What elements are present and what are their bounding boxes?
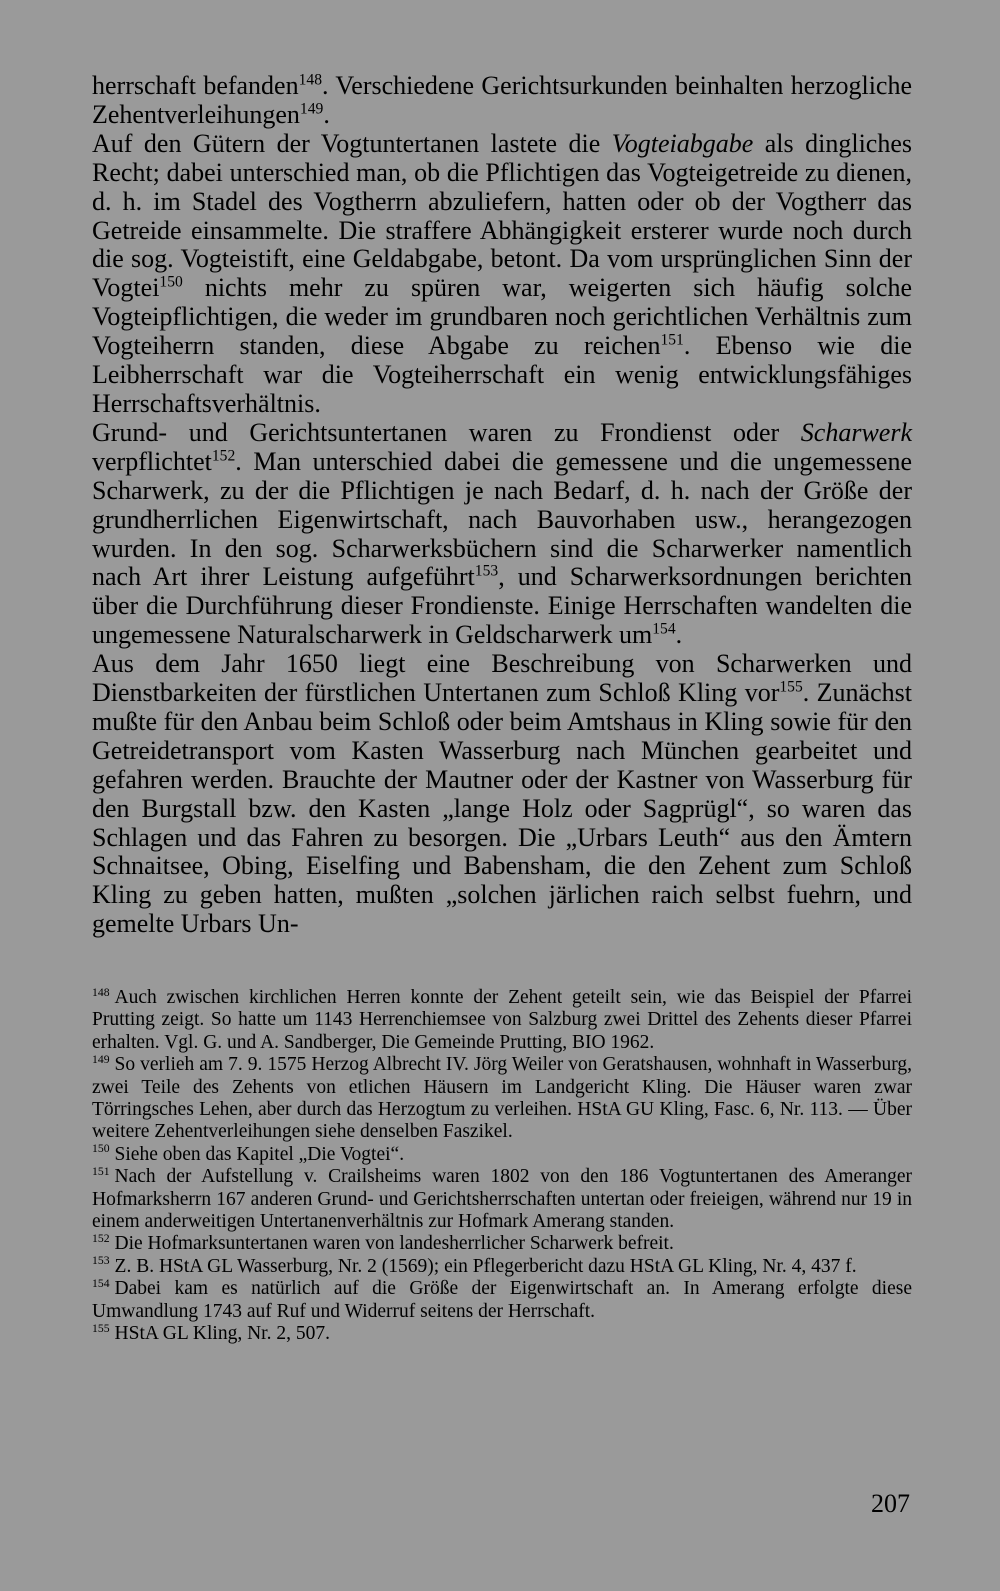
footnote-number: 154: [92, 1276, 110, 1290]
footnote-number: 152: [92, 1231, 110, 1245]
footnote-text: So verlieh am 7. 9. 1575 Herzog Albrecht IV. Jörg Weiler von Geratshausen, wohnhaft in Wasserburg, zwei Teile des Zehents von etlichen Häusern im Landgericht Kling. Die Häuser waren zwar Törringsches Lehen, aber durch das Herzogtum zu verleihen. HStA GU Kling, Fasc. 6, Nr. 113. — Über weitere Zehentverleihungen siehe denselben Faszikel.: [92, 1054, 912, 1143]
text-run: . Ebenso wie die Leibherrschaft war die Vogteiherrschaft ein wenig entwicklungsfähiges Herrschaftsverhältnis.: [92, 331, 913, 418]
footnote-reference: 151: [660, 331, 684, 349]
body-paragraph: [92, 130, 912, 419]
footnote-reference: 150: [159, 273, 183, 291]
footnote-text: Siehe oben das Kapitel „Die Vogtei“.: [114, 1143, 405, 1165]
text-run: . Man unterschied dabei die gemessene und die ungemessene Scharwerk, zu der die Pflichtigen je nach Bedarf, d. h. nach der Größe der grundherrlichen Eigenwirtschaft, nach Bauvorhaben usw., herangezogen wurden. In den sog. Scharwerksbüchern sind die Scharwerker namentlich nach Art ihrer Leistung aufgeführt: [92, 446, 912, 592]
footnote-number: 149: [92, 1052, 110, 1066]
footnote: [92, 1166, 912, 1233]
text-run: Aus dem Jahr 1650 liegt eine Beschreibung von Scharwerken und Dienstbarkeiten der fürstlichen Untertanen zum Schloß Kling vor: [92, 649, 912, 708]
footnote-text: Die Hofmarksuntertanen waren von landesherrlicher Scharwerk befreit.: [114, 1233, 674, 1255]
footnote-number: 155: [92, 1321, 110, 1335]
text-run: .: [323, 99, 330, 129]
footnote-text: Auch zwischen kirchlichen Herren konnte der Zehent geteilt sein, wie das Beispiel der Pfarrei Prutting zeigt. So hatte um 1143 Herrenchiemsee von Salzburg zwei Drittel des Zehents dieser Pfarrei erhalten. Vgl. G. und A. Sandberger, Die Gemeinde Prutting, BIO 1962.: [92, 987, 912, 1053]
footnote: [92, 987, 912, 1054]
text-run: Auf den Gütern der Vogtuntertanen lastete die: [92, 128, 612, 158]
text-run: nichts mehr zu spüren war, weigerten sich häufig solche Vogteipflichtigen, die weder im grundbaren noch gerichtlichen Verhältnis zum Vogteiherrn standen, diese Abgabe zu reichen: [92, 273, 912, 361]
text-run: . Verschiedene Gerichtsurkunden beinhalten herzogliche Zehentverleihungen: [92, 71, 912, 129]
page-number: 207: [871, 1489, 910, 1518]
footnote-text: Z. B. HStA GL Wasserburg, Nr. 2 (1569); ein Pflegerbericht dazu HStA GL Kling, Nr. 4, 437 f.: [114, 1255, 857, 1277]
footnotes: [92, 987, 912, 1346]
emphasized-term: Vogteiabgabe: [611, 128, 754, 158]
footnote-reference: 148: [298, 71, 322, 89]
text-run: als dingliches Recht; dabei unterschied man, ob die Pflichtigen das Vogteigetreide zu dienen, d. h. im Stadel des Vogtherrn abzuliefern, hatten oder ob der Vogtherr das Getreide einsammelte. Die straffere Abhängigkeit ersterer wurde noch durch die sog. Vogteistift, eine Geldabgabe, betont. Da vom ursprünglichen Sinn der Vogtei: [92, 128, 912, 303]
footnote-number: 153: [92, 1254, 110, 1268]
footnote-text: Nach der Aufstellung v. Crailsheims waren 1802 von den 186 Vogtuntertanen des Ameranger Hofmarksherrn 167 anderen Grund- und Gerichtsherrschaften untertan oder freieigen, während nur 19 in einem anderweitigen Untertanenverhältnis zur Hofmark Amerang standen.: [92, 1166, 912, 1233]
emphasized-term: Scharwerk: [800, 417, 912, 447]
text-run: verpflichtet: [92, 446, 212, 476]
footnote-number: 148: [92, 985, 110, 999]
main-text: [92, 72, 912, 939]
body-paragraph: [92, 72, 912, 130]
text-run: .: [675, 620, 683, 650]
body-paragraph: [92, 419, 912, 650]
footnote-reference: 153: [474, 562, 499, 580]
footnote-text: HStA GL Kling, Nr. 2, 507.: [114, 1323, 330, 1345]
body-paragraph: [92, 650, 912, 939]
text-run: . Zunächst mußte für den Anbau beim Schloß oder beim Amtshaus in Kling sowie für den Getreidetransport vom Kasten Wasserburg nach München gearbeitet und gefahren werden. Brauchte der Mautner oder der Kastner von Wasserburg für den Burgstall bzw. den Kasten „lange Holz oder Sagprügl“, so waren das Schlagen und das Fahren zu besorgen. Die „Urbars Leuth“ aus den Ämtern Schnaitsee, Obing, Eiselfing und Babensham, die den Zehent zum Schloß Kling zu geben hatten, mußten „solchen järlichen raich selbst fuehrn, und gemelte Urbars Un-: [92, 678, 912, 939]
footnote-reference: 149: [299, 100, 324, 118]
text-run: herrschaft befanden: [92, 71, 299, 100]
text-run: , und Scharwerksordnungen berichten über die Durchführung dieser Frondienste. Einige Herrschaften wandelten die ungemessene Naturalscharwerk in Geldscharwerk um: [92, 562, 913, 650]
text-run: Grund- und Gerichtsuntertanen waren zu Frondienst oder: [92, 417, 801, 447]
footnote-number: 151: [92, 1164, 110, 1178]
footnote-reference: 155: [779, 678, 803, 696]
footnote: [92, 1323, 912, 1345]
footnote: [92, 1054, 912, 1144]
footnote: [92, 1278, 912, 1323]
footnote-number: 150: [92, 1142, 110, 1156]
footnote: [92, 1233, 912, 1255]
footnote-text: Dabei kam es natürlich auf die Größe der Eigenwirtschaft an. In Amerang erfolgte diese Umwandlung 1743 auf Ruf und Widerruf seitens der Herrschaft.: [92, 1278, 912, 1322]
footnote: [92, 1256, 912, 1278]
footnote-reference: 154: [652, 620, 676, 638]
footnote-reference: 152: [211, 447, 236, 465]
footnote: [92, 1144, 912, 1166]
